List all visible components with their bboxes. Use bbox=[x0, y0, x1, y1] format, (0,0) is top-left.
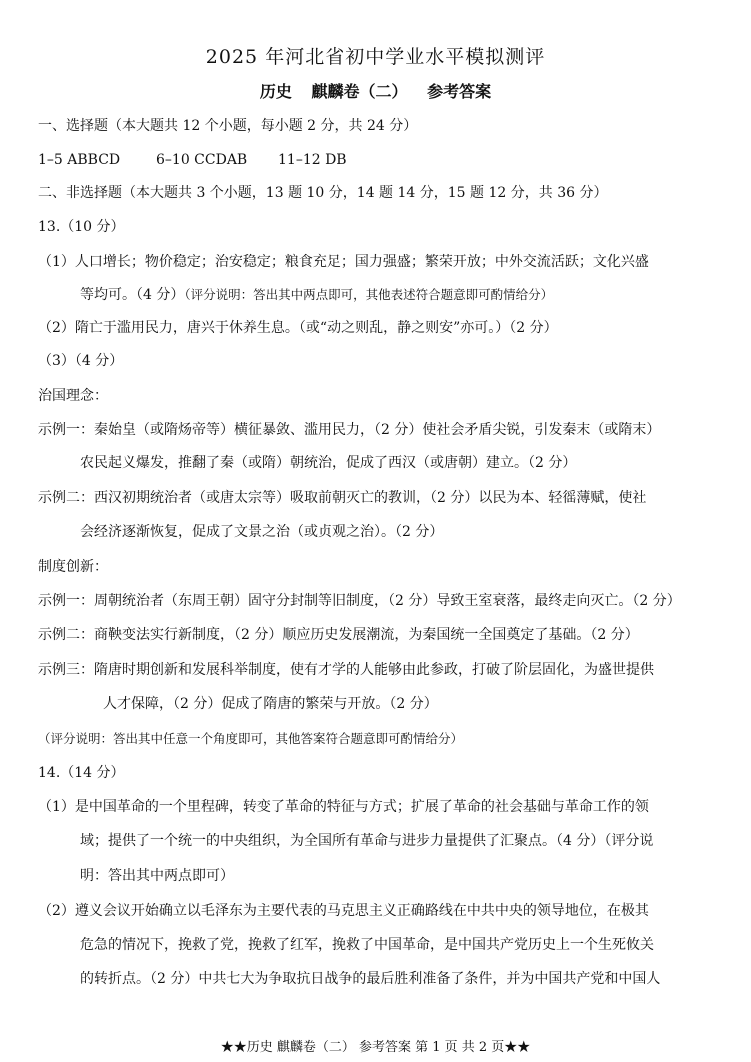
document-subtitle: 历史 麒麟卷（二） 参考答案 bbox=[259, 82, 492, 101]
q14-part1-line3: 明：答出其中两点即可） bbox=[80, 868, 234, 884]
q13-governance-label: 治国理念： bbox=[38, 388, 108, 404]
document-title: 2025 年河北省初中学业水平模拟测评 bbox=[205, 46, 546, 68]
q13-system-example1: 示例一：周朝统治者（东周王朝）固守分封制等旧制度，（2 分）导致王室衰落，最终走向灭亡。（2 分） bbox=[38, 593, 681, 609]
section1-heading: 一、选择题（本大题共 12 个小题，每小题 2 分，共 24 分） bbox=[38, 118, 418, 134]
q14-number: 14.（14 分） bbox=[38, 765, 125, 781]
q13-system-example3-line2: 人才保障，（2 分）促成了隋唐的繁荣与开放。（2 分） bbox=[103, 696, 438, 712]
q13-governance-example1-line2: 农民起义爆发，推翻了秦（或隋）朝统治，促成了西汉（或唐朝）建立。（2 分） bbox=[80, 455, 577, 471]
q13-governance-example2-line1: 示例二：西汉初期统治者（或唐太宗等）吸取前朝灭亡的教训，（2 分）以民为本、轻徭薄赋，使社 bbox=[38, 490, 647, 506]
q14-part2-line1: （2）遵义会议开始确立以毛泽东为主要代表的马克思主义正确路线在中共中央的领导地位，在极其 bbox=[38, 903, 649, 919]
section2-heading: 二、非选择题（本大题共 3 个小题，13 题 10 分，14 题 14 分，15 题 12 分，共 36 分） bbox=[38, 185, 608, 201]
choice-answers-11-12: 11–12 DB bbox=[278, 152, 347, 168]
q14-part1-line1: （1）是中国革命的一个里程碑，转变了革命的特征与方式；扩展了革命的社会基础与革命工作的领 bbox=[38, 799, 649, 815]
q13-system-example2: 示例二：商鞅变法实行新制度，（2 分）顺应历史发展潮流，为秦国统一全国奠定了基础。（2 分） bbox=[38, 627, 639, 643]
q13-governance-example2-line2: 会经济逐渐恢复，促成了文景之治（或贞观之治）。（2 分） bbox=[80, 524, 444, 540]
q14-part2-line3: 的转折点。（2 分）中共七大为争取抗日战争的最后胜利准备了条件，并为中国共产党和中国人 bbox=[80, 971, 661, 987]
page-footer: ★★历史 麒麟卷（二） 参考答案 第 1 页 共 2 页★★ bbox=[220, 1040, 531, 1055]
q14-part2-line2: 危急的情况下，挽救了党，挽救了红军，挽救了中国革命，是中国共产党历史上一个生死攸关 bbox=[80, 937, 654, 953]
q13-part1-scoring-note: （评分说明：答出其中两点即可，其他表述符合题意即可酌情给分） bbox=[184, 287, 554, 302]
q13-part1-line2-text: 等均可。（4 分） bbox=[80, 287, 185, 303]
choice-answers-1-5: 1–5 ABBCD bbox=[38, 152, 121, 168]
q13-part2: （2）隋亡于滥用民力，唐兴于休养生息。（或“动之则乱，静之则安”亦可。）（2 分） bbox=[38, 320, 558, 336]
q13-part3: （3）（4 分） bbox=[38, 353, 124, 369]
q13-scoring-note: （评分说明：答出其中任意一个角度即可，其他答案符合题意即可酌情给分） bbox=[38, 731, 464, 746]
choice-answers-6-10: 6–10 CCDAB bbox=[156, 152, 248, 168]
q13-system-example3-line1: 示例三：隋唐时期创新和发展科举制度，使有才学的人能够由此参政，打破了阶层固化，为盛世提供 bbox=[38, 662, 654, 678]
q13-part1-line2 bbox=[80, 285, 553, 305]
q13-number: 13.（10 分） bbox=[38, 219, 125, 235]
q13-governance-example1-line1: 示例一：秦始皇（或隋炀帝等）横征暴敛、滥用民力，（2 分）使社会矛盾尖锐，引发秦末（或隋末） bbox=[38, 422, 661, 438]
q13-part1-line1: （1）人口增长；物价稳定；治安稳定；粮食充足；国力强盛；繁荣开放；中外交流活跃；文化兴盛 bbox=[38, 254, 649, 270]
q14-part1-line2: 域；提供了一个统一的中央组织，为全国所有革命与进步力量提供了汇聚点。（4 分）（评分说 bbox=[80, 833, 654, 849]
q13-system-label: 制度创新： bbox=[38, 559, 108, 575]
